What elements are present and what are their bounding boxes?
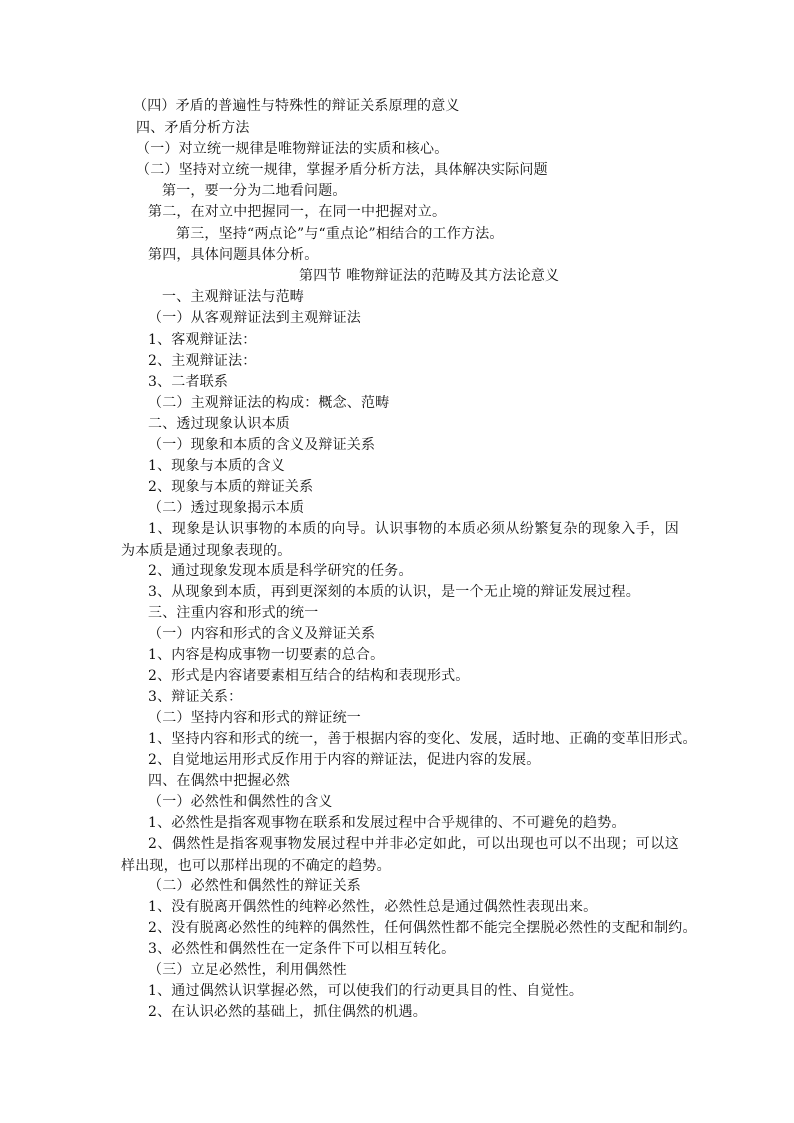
section-title: 第四节 唯物辩证法的范畴及其方法论意义 (299, 268, 560, 284)
text-line: （二）透过现象揭示本质 (148, 500, 305, 516)
text-line: 第四，具体问题具体分析。 (148, 247, 319, 263)
text-line: 3、从现象到本质，再到更深刻的本质的认识，是一个无止境的辩证发展过程。 (148, 584, 640, 600)
text-line: 2、主观辩证法： (148, 353, 257, 369)
text-line: 一、主观辩证法与范畴 (162, 289, 304, 305)
text-line: 第二，在对立中把握同一，在同一中把握对立。 (148, 204, 447, 220)
text-line: （一）必然性和偶然性的含义 (148, 794, 333, 810)
text-line: （二）必然性和偶然性的辩证关系 (148, 878, 361, 894)
text-line: （二）坚持内容和形式的辩证统一 (148, 710, 361, 726)
text-line: 2、形式是内容诸要素相互结合的结构和表现形式。 (148, 668, 470, 684)
text-line: 2、在认识必然的基础上，抓住偶然的机遇。 (148, 1004, 427, 1020)
text-line: 3、二者联系 (148, 374, 229, 390)
paragraph: 2、偶然性是指客观事物发展过程中并非必定如此，可以出现也可以不出现；可以这样出现，也可以那样出现的不确定的趋势。 (121, 836, 679, 874)
text-line: 四、矛盾分析方法 (136, 120, 250, 136)
text-line: （一）内容和形式的含义及辩证关系 (148, 626, 376, 642)
text-line: （二）主观辩证法的构成：概念、范畴 (148, 395, 390, 411)
text-line: 1、客观辩证法： (148, 332, 257, 348)
text-line: 四、在偶然中把握必然 (148, 773, 290, 789)
text-line: （一）现象和本质的含义及辩证关系 (148, 437, 376, 453)
text-line: 1、没有脱离开偶然性的纯粹必然性，必然性总是通过偶然性表现出来。 (148, 899, 598, 915)
text-line: 第一，要一分为二地看问题。 (162, 183, 347, 199)
text-line: 3、辩证关系： (148, 689, 243, 705)
text-line: 1、现象与本质的含义 (148, 458, 285, 474)
text-line: （四）矛盾的普遍性与特殊性的辩证关系原理的意义 (133, 98, 460, 114)
text-line: （一）对立统一规律是唯物辩证法的实质和核心。 (136, 141, 449, 157)
text-line: 二、透过现象认识本质 (148, 416, 290, 432)
text-line: 2、自觉地运用形式反作用于内容的辩证法，促进内容的发展。 (148, 752, 541, 768)
text-line: 1、坚持内容和形式的统一，善于根据内容的变化、发展，适时地、正确的变革旧形式。 (148, 731, 697, 747)
text-line: 三、注重内容和形式的统一 (148, 605, 319, 621)
text-line: （三）立足必然性，利用偶然性 (148, 962, 347, 978)
text-line: 1、必然性是指客观事物在联系和发展过程中合乎规律的、不可避免的趋势。 (148, 815, 626, 831)
text-line: 2、通过现象发现本质是科学研究的任务。 (148, 563, 413, 579)
text-line: 2、没有脱离必然性的纯粹的偶然性，任何偶然性都不能完全摆脱必然性的支配和制约。 (148, 920, 697, 936)
text-line: （一）从客观辩证法到主观辩证法 (148, 310, 361, 326)
text-line: 3、必然性和偶然性在一定条件下可以相互转化。 (148, 941, 456, 957)
text-line: 第三，坚持“两点论”与“重点论”相结合的工作方法。 (176, 226, 504, 242)
text-line: 1、通过偶然认识掌握必然，可以使我们的行动更具目的性、自觉性。 (148, 983, 584, 999)
paragraph: 1、现象是认识事物的本质的向导。认识事物的本质必须从纷繁复杂的现象入手，因为本质是通过现象表现的。 (121, 521, 679, 559)
text-line: 2、现象与本质的辩证关系 (148, 479, 314, 495)
text-line: 1、内容是构成事物一切要素的总合。 (148, 647, 385, 663)
text-line: （二）坚持对立统一规律，掌握矛盾分析方法，具体解决实际问题 (136, 162, 548, 178)
